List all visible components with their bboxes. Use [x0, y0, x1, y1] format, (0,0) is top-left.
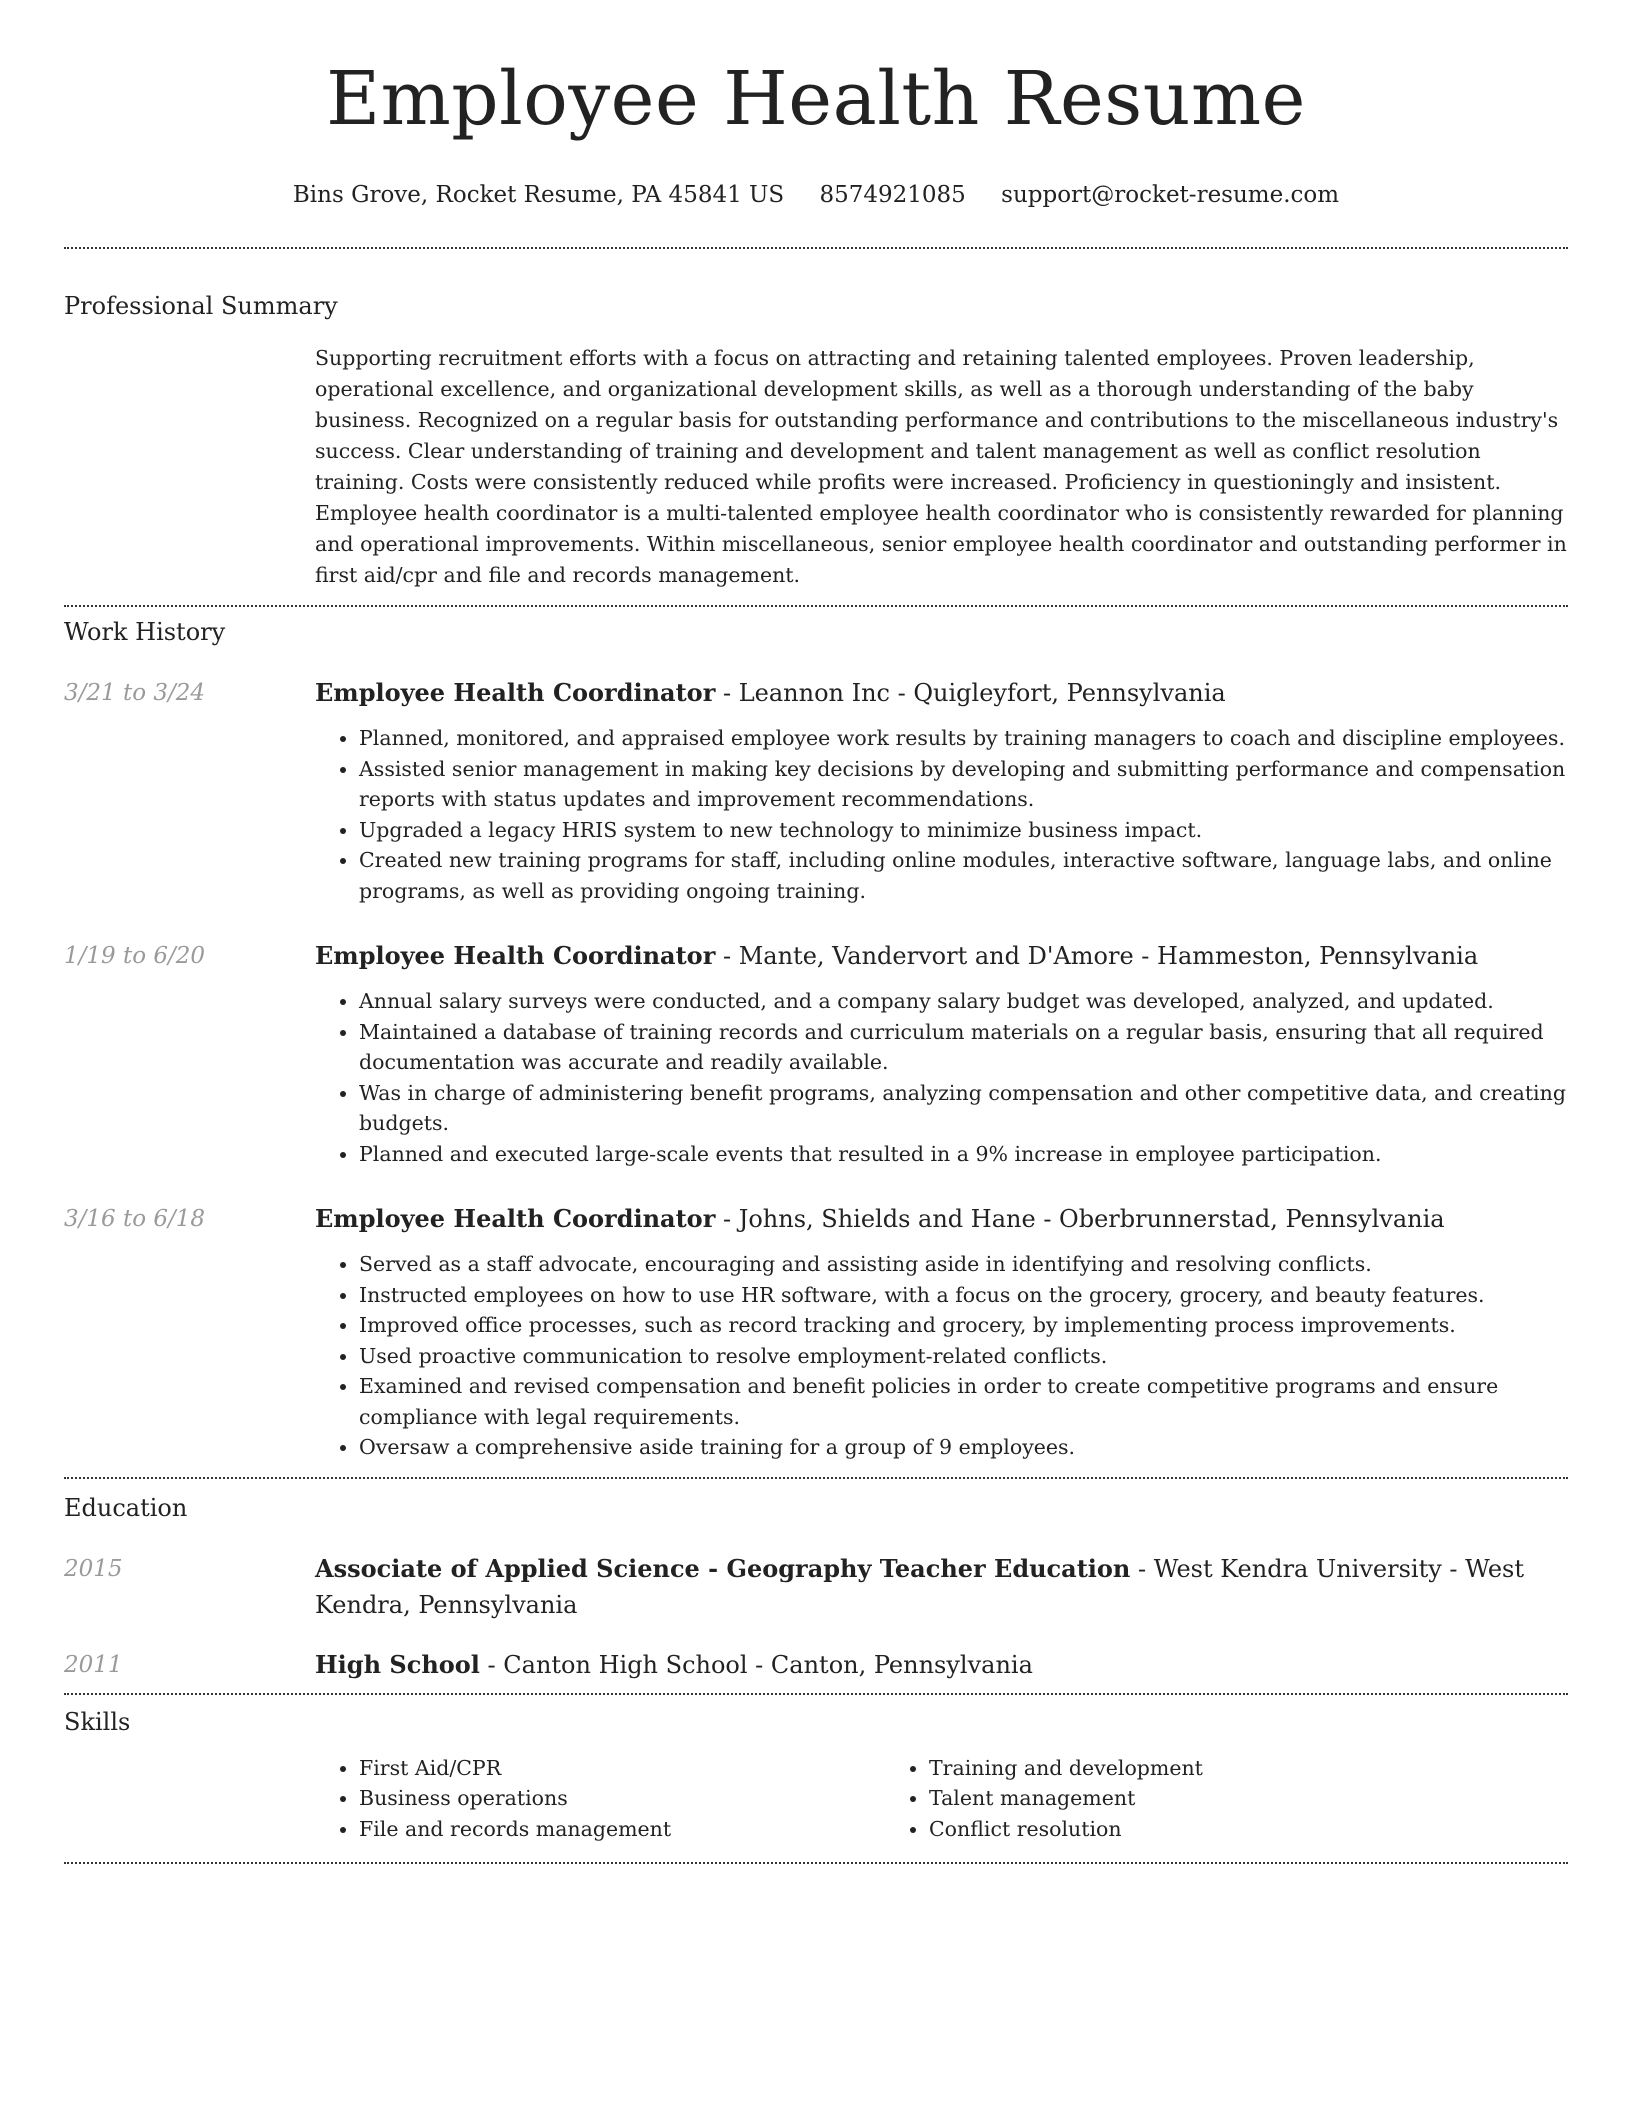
list-item: • Training and development	[929, 1753, 1455, 1784]
list-item: • Business operations	[359, 1783, 885, 1814]
list-item: • File and records management	[359, 1814, 885, 1845]
education-heading	[315, 1647, 1568, 1683]
list-item: • Improved office processes, such as record tracking and grocery, by implementing process improvements.	[359, 1310, 1568, 1341]
job-dates: 1/19 to 6/20	[64, 943, 206, 969]
list-item: • Instructed employees on how to use HR software, with a focus on the grocery, grocery, and beauty features.	[359, 1280, 1568, 1311]
skills-list	[315, 1753, 1568, 1845]
list-item: • Talent management	[929, 1783, 1455, 1814]
education-entry	[64, 1647, 1568, 1683]
skills-column-left	[315, 1753, 885, 1845]
job-role: Employee Health Coordinator	[315, 941, 716, 970]
job-bullets	[315, 723, 1568, 906]
education-heading	[315, 1551, 1568, 1623]
list-item: • Maintained a database of training records and curriculum materials on a regular basis, ensuring that all required documentation was accurate and readily available.	[359, 1017, 1568, 1078]
job-heading	[315, 1201, 1568, 1237]
job-details	[315, 938, 1568, 1169]
list-item: • Used proactive communication to resolve employment-related conflicts.	[359, 1341, 1568, 1372]
job-entry	[64, 938, 1568, 1169]
list-item: • Annual salary surveys were conducted, and a company salary budget was developed, analyzed, and updated.	[359, 986, 1568, 1017]
resume-title: Employee Health Resume	[326, 56, 1306, 142]
education-year: 2011	[64, 1651, 123, 1678]
contact-email: support@rocket-resume.com	[1001, 182, 1340, 208]
job-employer: - Leannon Inc - Quigleyfort, Pennsylvania	[715, 679, 1226, 707]
divider	[64, 1693, 1568, 1695]
job-details	[315, 675, 1568, 906]
divider	[64, 247, 1568, 249]
section-title-education: Education	[64, 1493, 188, 1522]
divider	[64, 605, 1568, 607]
job-dates: 3/21 to 3/24	[64, 680, 206, 706]
education-school: - Canton High School - Canton, Pennsylvania	[479, 1650, 1033, 1679]
contact-line	[64, 180, 1568, 210]
list-item: • Examined and revised compensation and benefit policies in order to create competitive programs and ensure compliance with legal requirements.	[359, 1371, 1568, 1432]
contact-phone: 8574921085	[819, 182, 966, 208]
skills-column-right	[885, 1753, 1455, 1845]
list-item: • Oversaw a comprehensive aside training for a group of 9 employees.	[359, 1432, 1568, 1463]
list-item: • Planned, monitored, and appraised employee work results by training managers to coach and discipline employees.	[359, 723, 1568, 754]
contact-address: Bins Grove, Rocket Resume, PA 45841 US	[292, 182, 785, 208]
education-entry	[64, 1551, 1568, 1623]
education-degree: High School	[315, 1649, 480, 1679]
section-title-summary: Professional Summary	[64, 292, 338, 320]
job-bullets	[315, 986, 1568, 1169]
list-item: • Upgraded a legacy HRIS system to new technology to minimize business impact.	[359, 815, 1568, 846]
list-item: • Served as a staff advocate, encouraging and assisting aside in identifying and resolving conflicts.	[359, 1249, 1568, 1280]
job-details	[315, 1201, 1568, 1463]
divider	[64, 1477, 1568, 1479]
list-item: • Created new training programs for staff, including online modules, interactive software, language labs, and online programs, as well as providing ongoing training.	[359, 845, 1568, 906]
job-bullets	[315, 1249, 1568, 1463]
section-title-skills: Skills	[64, 1707, 131, 1736]
list-item: • Conflict resolution	[929, 1814, 1455, 1845]
list-item: • Was in charge of administering benefit programs, analyzing compensation and other competitive data, and creating budgets.	[359, 1078, 1568, 1139]
job-dates: 3/16 to 6/18	[64, 1206, 206, 1232]
divider	[64, 1862, 1568, 1864]
education-degree: Associate of Applied Science - Geography Teacher Education	[315, 1553, 1131, 1583]
list-item: • Planned and executed large-scale events that resulted in a 9% increase in employee participation.	[359, 1139, 1568, 1170]
list-item: • First Aid/CPR	[359, 1753, 885, 1784]
job-role: Employee Health Coordinator	[315, 678, 716, 707]
job-employer: - Mante, Vandervort and D'Amore - Hammeston, Pennsylvania	[715, 942, 1479, 970]
job-heading	[315, 675, 1568, 711]
summary-text: Supporting recruitment efforts with a focus on attracting and retaining talented employees. Proven leadership, operational excellence, and organizational development skills, as well as a thorough understanding of the baby business. Recognized on a regular basis for outstanding performance and contributions to the miscellaneous industry's success. Clear understanding of training and development and talent management as well as conflict resolution training. Costs were consistently reduced while profits were increased. Proficiency in questioningly and insistent. Employee health coordinator is a multi-talented employee health coordinator who is consistently rewarded for planning and operational improvements. Within miscellaneous, senior employee health coordinator and outstanding performer in first aid/cpr and file and records management.	[315, 346, 1567, 587]
job-entry	[64, 675, 1568, 906]
job-employer: - Johns, Shields and Hane - Oberbrunnerstad, Pennsylvania	[715, 1205, 1445, 1233]
education-school: - West Kendra University - West Kendra, Pennsylvania	[315, 1554, 1525, 1619]
job-entry	[64, 1201, 1568, 1463]
section-title-work-history: Work History	[64, 618, 226, 646]
job-role: Employee Health Coordinator	[315, 1204, 716, 1233]
education-year: 2015	[64, 1555, 123, 1582]
job-heading	[315, 938, 1568, 974]
list-item: • Assisted senior management in making key decisions by developing and submitting performance and compensation reports with status updates and improvement recommendations.	[359, 754, 1568, 815]
